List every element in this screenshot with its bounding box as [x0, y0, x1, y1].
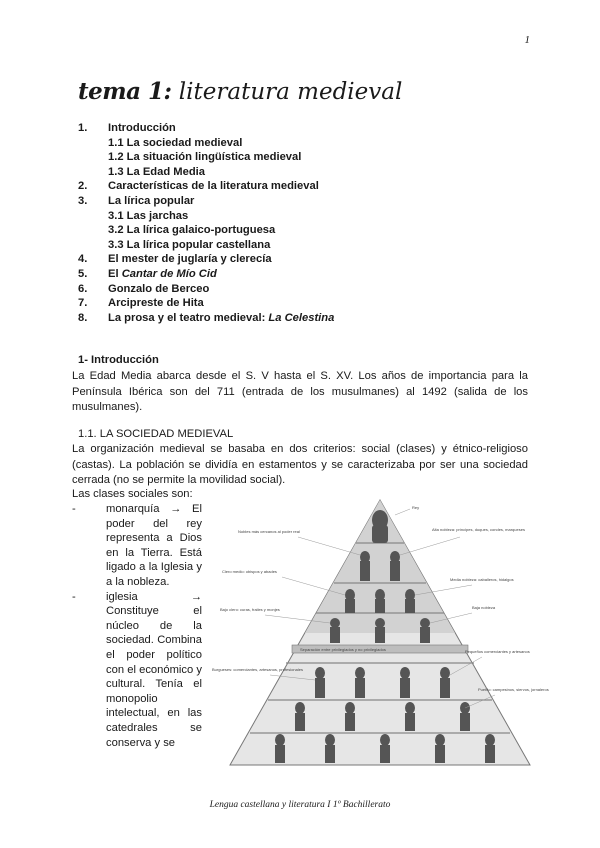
- title-topic-name: literatura medieval: [171, 79, 403, 105]
- toc-item: 8. La prosa y el teatro medieval: La Celestina: [78, 311, 335, 324]
- label-left3: Bajo clero: curas, frailes y monjes: [220, 607, 280, 612]
- label-left4: Burgueses: comerciantes, artesanos, profesionales: [212, 667, 303, 672]
- page-footer: Lengua castellana y literatura I 1º Bachillerato: [209, 800, 391, 810]
- label-right4: Pequeños comerciantes y artesanos: [465, 649, 530, 654]
- label-right2: Media nobleza: caballeros, hidalgos: [450, 577, 514, 582]
- label-left1: Nobles más cercanos al poder real: [238, 529, 300, 534]
- toc-item: 7. Arcipreste de Hita: [78, 297, 204, 310]
- classes-list: [72, 502, 202, 750]
- page-title: [78, 78, 402, 105]
- section-heading: 1- Introducción: [78, 354, 159, 366]
- label-rey: Rey: [412, 505, 420, 510]
- society-paragraph: La organización medieval se basaba en dos criterios: social (clases) y étnico-religioso (castas). La población se dividía en estamentos y se caracterizaba por ser una sociedad cerrada (no se permite la movilidad social).: [72, 443, 528, 486]
- title-topic-number: tema 1:: [78, 78, 172, 105]
- label-right3: Baja nobleza: [472, 605, 496, 610]
- toc-item: 2. Características de la literatura medieval: [78, 180, 319, 193]
- feudal-pyramid-illustration: [210, 495, 550, 770]
- toc-item: 1. Introducción: [78, 122, 176, 134]
- label-band: Separación entre privilegiados y no privilegiados: [300, 647, 386, 652]
- list-item: - iglesia → Constituye el núcleo de la sociedad. Combina el poder político con el económico y cultural. Tenía el monopolio intelectual, en las catedrales se conserva y se: [72, 590, 202, 749]
- page-number: 1: [524, 34, 530, 46]
- toc-item: 3.2 La lírica galaico-portuguesa: [108, 224, 276, 237]
- intro-paragraph: La Edad Media abarca desde el S. V hasta el S. XV. Los años de importancia para la Península Ibérica son del 711 (entrada de los musulmanes) al 1492 (salida de los musulmanes).: [72, 370, 528, 413]
- label-left2: Clero medio: obispos y abades: [222, 569, 277, 574]
- toc-item: 1.1 La sociedad medieval: [108, 136, 243, 149]
- subsection-heading: 1.1. LA SOCIEDAD MEDIEVAL: [78, 428, 234, 440]
- toc-item: 3.3 La lírica popular castellana: [108, 238, 271, 251]
- classes-intro: Las clases sociales son:: [72, 488, 193, 500]
- toc-item: 1.3 La Edad Media: [108, 165, 205, 178]
- toc-item: 4. El mester de juglaría y clerecía: [78, 253, 272, 266]
- label-right5: Pueblo: campesinos, siervos, jornaleros: [478, 687, 549, 692]
- toc-item: 1.2 La situación lingüística medieval: [108, 151, 302, 164]
- toc-item: 5. El Cantar de Mío Cid: [78, 267, 217, 280]
- label-right1: Alta nobleza: príncipes, duques, condes, marqueses: [432, 527, 525, 532]
- list-item: - monarquía → El poder del rey representa a Dios en la Tierra. Está ligado a la Iglesia y a la nobleza.: [72, 503, 202, 588]
- table-of-contents: [78, 121, 334, 325]
- toc-item: 3. La lírica popular: [78, 194, 195, 207]
- toc-item: 3.1 Las jarchas: [108, 209, 189, 222]
- toc-item: 6. Gonzalo de Berceo: [78, 282, 210, 295]
